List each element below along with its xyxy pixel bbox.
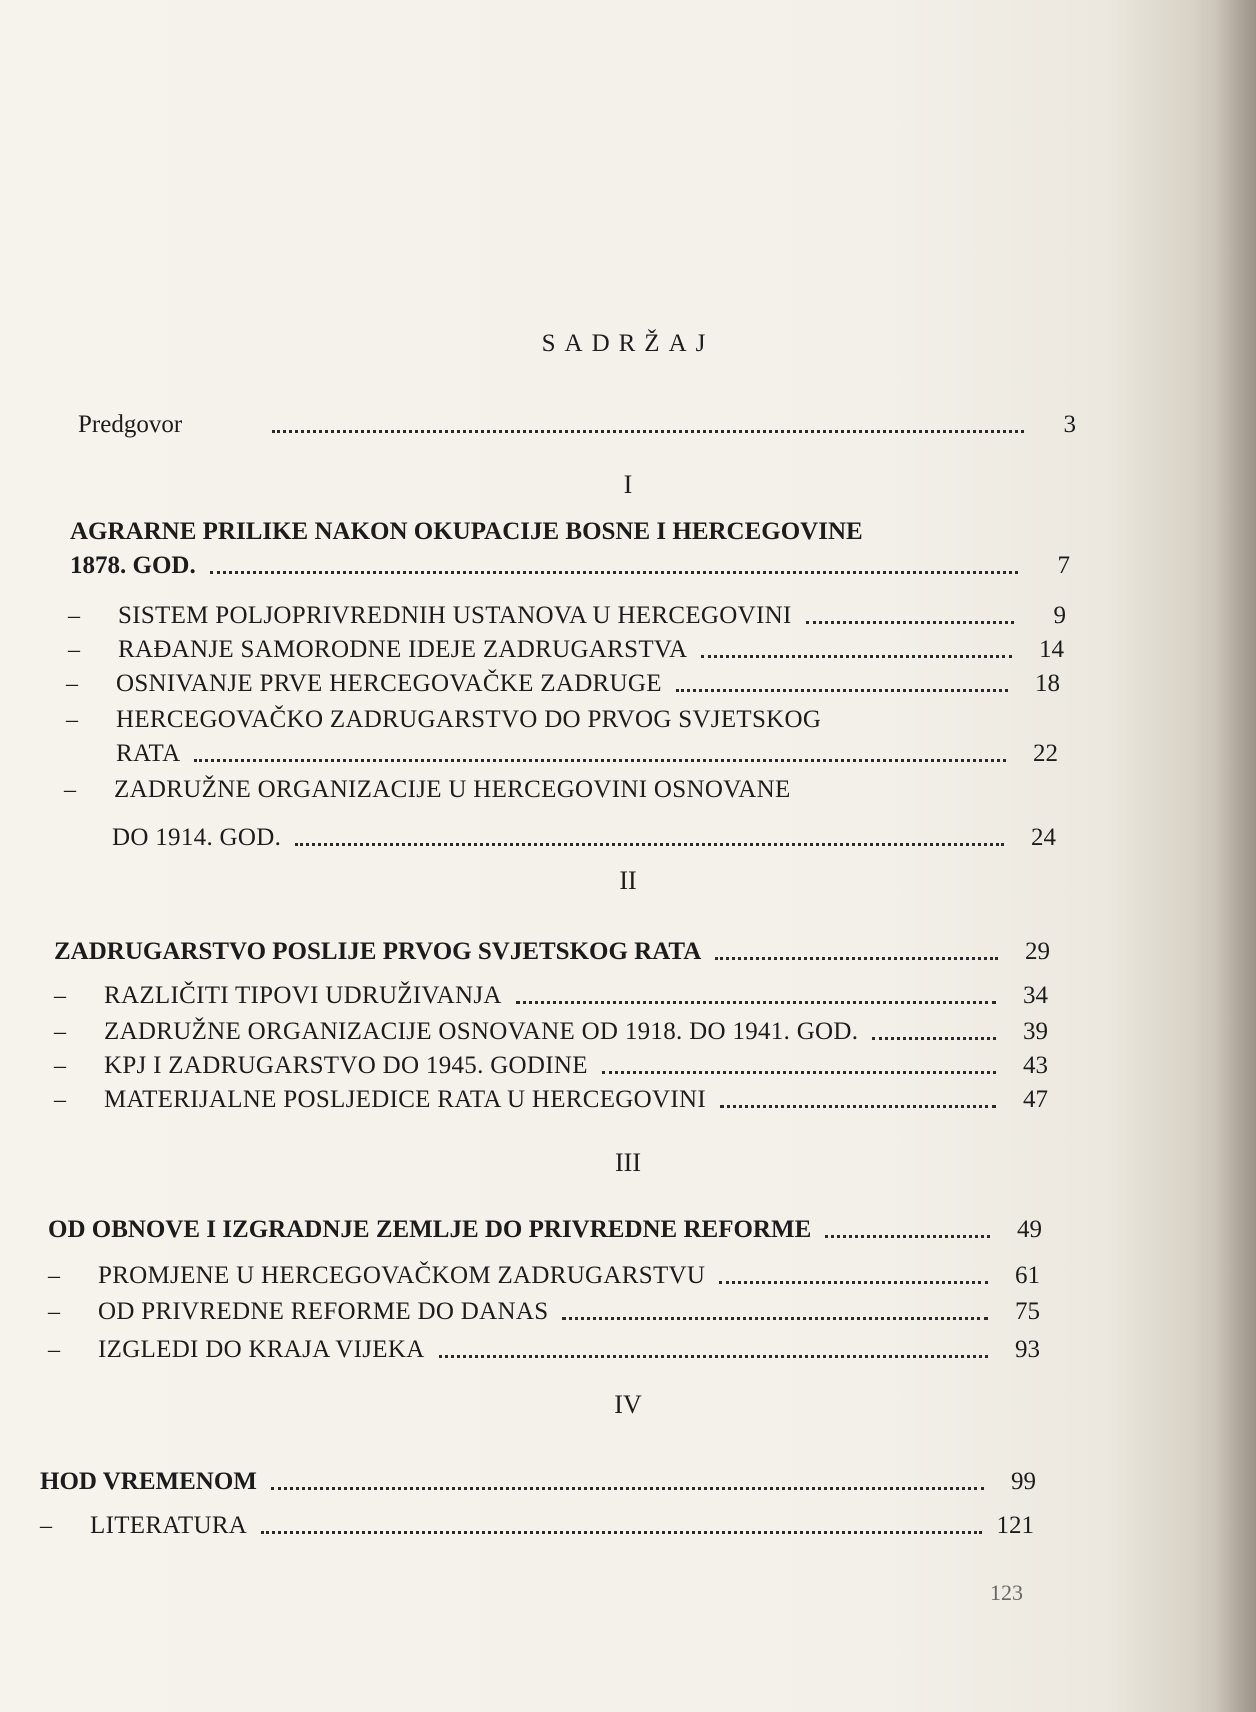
toc-entry-label: OD PRIVREDNE REFORME DO DANAS bbox=[98, 1298, 549, 1325]
toc-entry[interactable] bbox=[68, 630, 1064, 664]
toc-entry[interactable] bbox=[66, 664, 1060, 698]
dash-bullet: – bbox=[54, 1087, 66, 1113]
dash-bullet: – bbox=[54, 1053, 66, 1079]
toc-entry[interactable] bbox=[54, 1012, 1048, 1046]
toc-entry-label: MATERIJALNE POSLJEDICE RATA U HERCEGOVINI bbox=[104, 1086, 706, 1113]
toc-page-number: 121 bbox=[996, 1512, 1034, 1539]
section-heading-4[interactable] bbox=[40, 1462, 1036, 1496]
toc-entry[interactable] bbox=[48, 1256, 1040, 1290]
section-heading-text: ZADRUGARSTVO POSLIJE PRVOG SVJETSKOG RATA bbox=[54, 938, 702, 965]
toc-page-number: 3 bbox=[1063, 411, 1076, 438]
toc-leader-dots bbox=[806, 621, 1014, 624]
toc-title: SADRŽAJ bbox=[541, 330, 715, 357]
toc-entry-line2[interactable] bbox=[112, 818, 1056, 852]
section-numeral-2: II bbox=[619, 866, 637, 895]
section-heading-2[interactable] bbox=[54, 932, 1050, 966]
toc-leader-dots bbox=[719, 1281, 988, 1284]
toc-leader-dots bbox=[271, 1487, 984, 1490]
toc-entry-label: ZADRUŽNE ORGANIZACIJE U HERCEGOVINI OSNOVANE bbox=[114, 776, 791, 803]
page-edge-shadow bbox=[1216, 0, 1256, 1712]
section-heading-3[interactable] bbox=[48, 1210, 1042, 1244]
toc-entry-label: Predgovor bbox=[78, 411, 183, 438]
dash-bullet: – bbox=[48, 1337, 60, 1363]
toc-entry-label: IZGLEDI DO KRAJA VIJEKA bbox=[98, 1336, 425, 1363]
toc-entry-preface[interactable] bbox=[78, 405, 1076, 439]
dash-bullet: – bbox=[40, 1513, 52, 1539]
toc-leader-dots bbox=[439, 1355, 988, 1358]
section-numeral-1: I bbox=[623, 470, 633, 499]
toc-entry-line1[interactable] bbox=[66, 700, 1026, 734]
dash-bullet: – bbox=[64, 777, 76, 803]
toc-leader-dots bbox=[272, 430, 1024, 433]
toc-entry-label: ZADRUŽNE ORGANIZACIJE OSNOVANE OD 1918. DO 1941. GOD. bbox=[104, 1018, 859, 1045]
toc-page-number: 43 bbox=[1023, 1052, 1048, 1079]
toc-page-number: 22 bbox=[1033, 740, 1058, 767]
dash-bullet: – bbox=[48, 1299, 60, 1325]
toc-page-number: 61 bbox=[1015, 1262, 1040, 1289]
dash-bullet: – bbox=[54, 983, 66, 1009]
section-numeral-4: IV bbox=[614, 1390, 642, 1419]
dash-bullet: – bbox=[54, 1019, 66, 1045]
toc-page-number: 49 bbox=[1017, 1216, 1042, 1243]
section-numeral-3: III bbox=[615, 1148, 641, 1177]
toc-page-number: 47 bbox=[1023, 1086, 1048, 1113]
toc-entry-label: DO 1914. GOD. bbox=[112, 824, 282, 851]
toc-entry-label: RAĐANJE SAMORODNE IDEJE ZADRUGARSTVA bbox=[118, 636, 688, 663]
toc-leader-dots bbox=[261, 1531, 982, 1534]
toc-entry-label: LITERATURA bbox=[90, 1512, 248, 1539]
toc-page-number: 75 bbox=[1015, 1298, 1040, 1325]
toc-page-number: 39 bbox=[1023, 1018, 1048, 1045]
toc-leader-dots bbox=[676, 689, 1008, 692]
toc-entry[interactable] bbox=[68, 596, 1066, 630]
toc-entry-label: RATA bbox=[116, 740, 181, 767]
toc-entry-line2[interactable] bbox=[116, 734, 1058, 768]
toc-leader-dots bbox=[720, 1105, 996, 1108]
section-heading-text: OD OBNOVE I IZGRADNJE ZEMLJE DO PRIVREDNE REFORME bbox=[48, 1216, 812, 1243]
toc-leader-dots bbox=[562, 1317, 988, 1320]
toc-page-number: 18 bbox=[1035, 670, 1060, 697]
toc-entry[interactable] bbox=[48, 1292, 1040, 1326]
toc-entry-label: KPJ I ZADRUGARSTVO DO 1945. GODINE bbox=[104, 1052, 588, 1079]
toc-page-number: 99 bbox=[1011, 1468, 1036, 1495]
toc-entry[interactable] bbox=[48, 1330, 1040, 1364]
toc-entry-label: SISTEM POLJOPRIVREDNIH USTANOVA U HERCEGOVINI bbox=[118, 602, 792, 629]
toc-entry-line1[interactable] bbox=[64, 770, 1024, 804]
dash-bullet: – bbox=[68, 603, 80, 629]
toc-entry-label: PROMJENE U HERCEGOVAČKOM ZADRUGARSTVU bbox=[98, 1262, 706, 1289]
toc-page-number: 93 bbox=[1015, 1336, 1040, 1363]
section-heading-text: HOD VREMENOM bbox=[40, 1468, 257, 1495]
toc-leader-dots bbox=[295, 843, 1004, 846]
toc-page-number: 24 bbox=[1031, 824, 1056, 851]
toc-entry[interactable] bbox=[54, 1046, 1048, 1080]
toc-page-number: 7 bbox=[1057, 552, 1070, 579]
toc-leader-dots bbox=[194, 759, 1006, 762]
toc-page-number: 9 bbox=[1053, 602, 1066, 629]
toc-leader-dots bbox=[701, 655, 1012, 658]
dash-bullet: – bbox=[66, 671, 78, 697]
toc-page-number: 14 bbox=[1039, 636, 1064, 663]
toc-leader-dots bbox=[715, 957, 998, 960]
section-heading-text: 1878. GOD. bbox=[70, 552, 196, 579]
section-heading-1-line2[interactable] bbox=[70, 546, 1070, 580]
section-heading-text: AGRARNE PRILIKE NAKON OKUPACIJE BOSNE I HERCEGOVINE bbox=[70, 518, 863, 545]
toc-page-number: 34 bbox=[1023, 982, 1048, 1009]
toc-entry[interactable] bbox=[54, 1080, 1048, 1114]
toc-page-number: 29 bbox=[1025, 938, 1050, 965]
dash-bullet: – bbox=[66, 707, 78, 733]
toc-entry[interactable] bbox=[54, 976, 1048, 1010]
section-heading-1-line1[interactable] bbox=[70, 512, 1030, 546]
page-number: 123 bbox=[990, 1580, 1023, 1605]
toc-leader-dots bbox=[516, 1001, 996, 1004]
toc-entry[interactable] bbox=[40, 1506, 1034, 1540]
toc-entry-label: HERCEGOVAČKO ZADRUGARSTVO DO PRVOG SVJETSKOG bbox=[116, 706, 822, 733]
toc-leader-dots bbox=[825, 1235, 990, 1238]
dash-bullet: – bbox=[68, 637, 80, 663]
toc-leader-dots bbox=[872, 1037, 996, 1040]
toc-entry-label: OSNIVANJE PRVE HERCEGOVAČKE ZADRUGE bbox=[116, 670, 662, 697]
dash-bullet: – bbox=[48, 1263, 60, 1289]
toc-leader-dots bbox=[602, 1071, 996, 1074]
toc-leader-dots bbox=[210, 571, 1018, 574]
toc-entry-label: RAZLIČITI TIPOVI UDRUŽIVANJA bbox=[104, 982, 502, 1009]
